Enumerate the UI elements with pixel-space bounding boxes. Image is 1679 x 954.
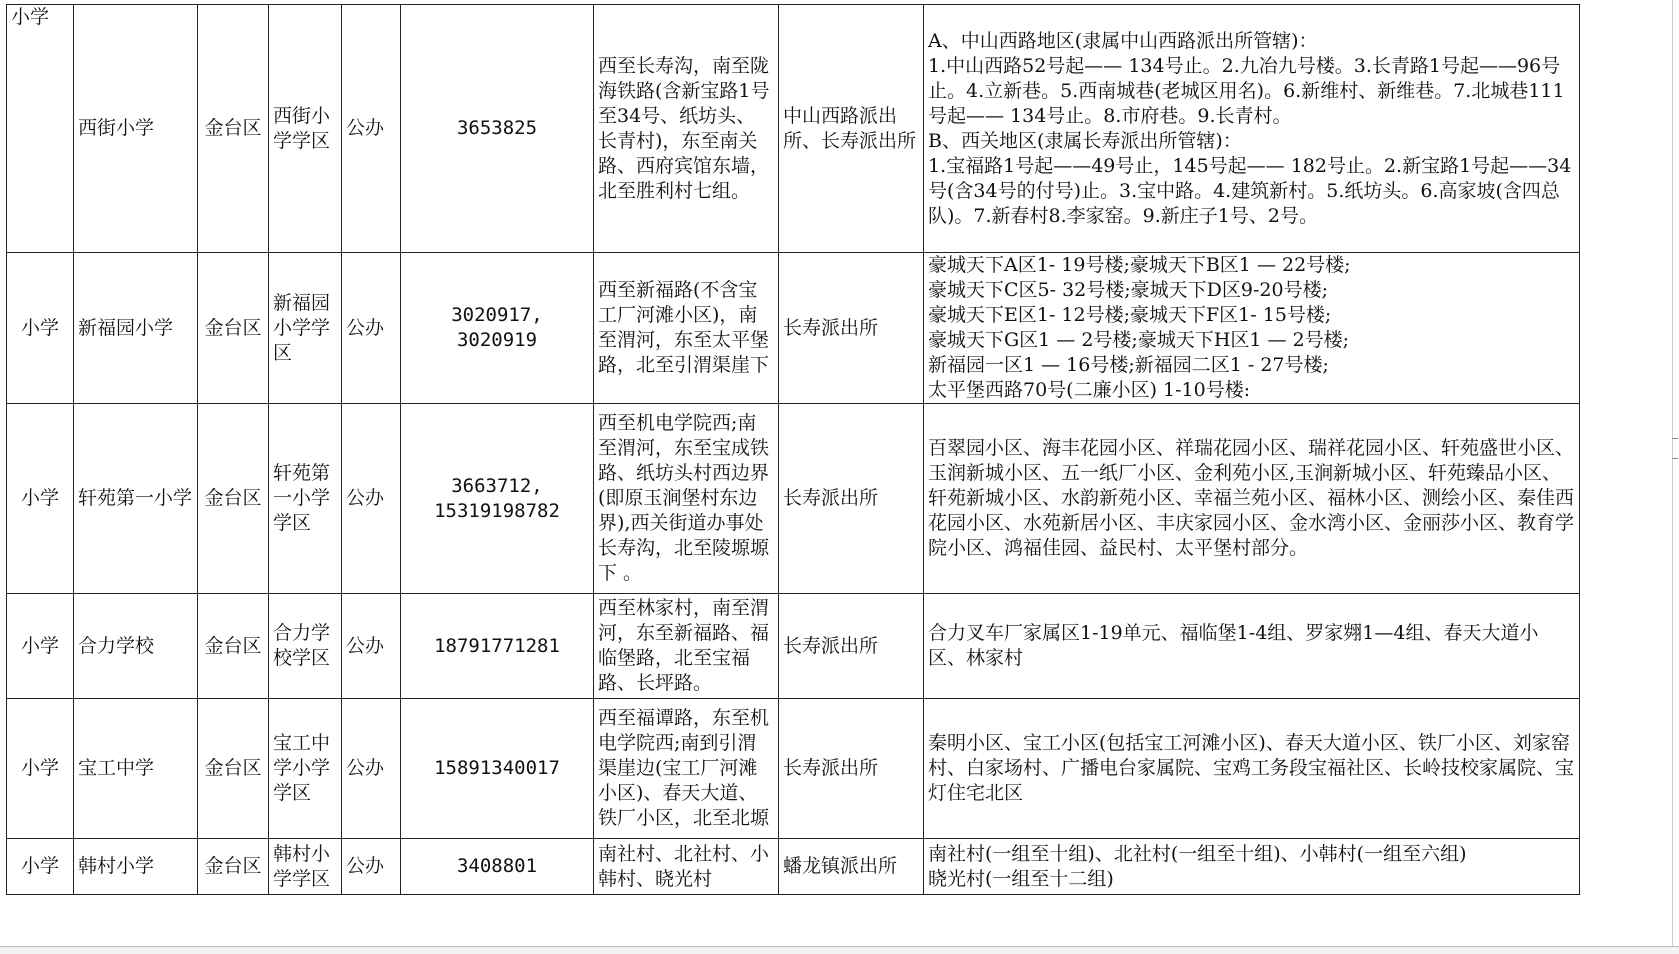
district-cell: 金台区 <box>198 594 269 699</box>
level-cell: 小学 <box>7 253 74 404</box>
level-cell: 小学 <box>7 5 74 253</box>
type-cell: 公办 <box>342 404 401 594</box>
edge-tick-mark <box>1672 438 1678 439</box>
phone-cell: 3020917, 3020919 <box>401 253 594 404</box>
service-area-cell: 百翠园小区、海丰花园小区、祥瑞花园小区、瑞祥花园小区、轩苑盛世小区、玉润新城小区、五一纸厂小区、金利苑小区,玉涧新城小区、轩苑臻品小区、轩苑新城小区、水韵新苑小区、幸福兰苑小区、福林小区、测绘小区、秦佳西花园小区、水苑新居小区、丰庆家园小区、金水湾小区、金丽莎小区、教育学院小区、鸿福佳园、益民村、太平堡村部分。 <box>924 404 1580 594</box>
zone-cell: 新福园小学学区 <box>269 253 342 404</box>
service-area-cell: 豪城天下A区1- 19号楼;豪城天下B区1 — 22号楼; 豪城天下C区5- 32号楼;豪城天下D区9-20号楼; 豪城天下E区1- 12号楼;豪城天下F区1- 15号楼; 豪城天下G区1 — 2号楼;豪城天下H区1 — 2号楼; 新福园一区1 — 16号楼;新福园二区1 - 27号楼; 太平堡西路70号(二廉小区) 1-10号楼: <box>924 253 1580 404</box>
edge-tick-mark <box>1672 458 1678 459</box>
school-name-cell: 宝工中学 <box>74 699 198 839</box>
boundary-cell: 西至机电学院西;南至渭河，东至宝成铁路、纸坊头村西边界(即原玉涧堡村东边界),西关街道办事处长寿沟，北至陵塬塬 下 。 <box>594 404 779 594</box>
type-cell: 公办 <box>342 5 401 253</box>
service-area-cell: 南社村(一组至十组)、北社村(一组至十组)、小韩村(一组至六组) 晓光村(一组至十二组) <box>924 839 1580 895</box>
boundary-cell: 西至长寿沟，南至陇海铁路(含新宝路1号至34号、纸坊头、长青村)，东至南关路、西府宾馆东墙，北至胜利村七组。 <box>594 5 779 253</box>
table-row <box>7 699 1580 839</box>
zone-cell: 轩苑第一小学学区 <box>269 404 342 594</box>
school-name-cell: 新福园小学 <box>74 253 198 404</box>
service-area-cell: 秦明小区、宝工小区(包括宝工河滩小区)、春天大道小区、铁厂小区、刘家窑村、白家场村、广播电台家属院、宝鸡工务段宝福社区、长岭技校家属院、宝灯住宅北区 <box>924 699 1580 839</box>
school-name-cell: 合力学校 <box>74 594 198 699</box>
level-cell: 小学 <box>7 699 74 839</box>
zone-cell: 宝工中学小学学区 <box>269 699 342 839</box>
phone-cell: 3653825 <box>401 5 594 253</box>
zone-cell: 西街小学学区 <box>269 5 342 253</box>
boundary-cell: 西至福谭路，东至机电学院西;南到引渭渠崖边(宝工厂河滩小区)、春天大道、铁厂小区，北至北塬 <box>594 699 779 839</box>
level-cell: 小学 <box>7 404 74 594</box>
police-station-cell: 蟠龙镇派出所 <box>779 839 924 895</box>
phone-cell: 3663712, 15319198782 <box>401 404 594 594</box>
phone-cell: 15891340017 <box>401 699 594 839</box>
district-cell: 金台区 <box>198 699 269 839</box>
table-row <box>7 253 1580 404</box>
police-station-cell: 长寿派出所 <box>779 253 924 404</box>
boundary-cell: 南社村、北社村、小韩村、晓光村 <box>594 839 779 895</box>
type-cell: 公办 <box>342 839 401 895</box>
police-station-cell: 长寿派出所 <box>779 404 924 594</box>
type-cell: 公办 <box>342 594 401 699</box>
police-station-cell: 中山西路派出所、长寿派出所 <box>779 5 924 253</box>
district-cell: 金台区 <box>198 253 269 404</box>
boundary-cell: 西至新福路(不含宝工厂河滩小区)，南至渭河，东至太平堡路，北至引渭渠崖下 <box>594 253 779 404</box>
type-cell: 公办 <box>342 699 401 839</box>
zone-cell: 合力学校学区 <box>269 594 342 699</box>
table-row <box>7 594 1580 699</box>
type-cell: 公办 <box>342 253 401 404</box>
table-row <box>7 839 1580 895</box>
school-district-table <box>6 4 1580 895</box>
service-area-cell: A、中山西路地区(隶属中山西路派出所管辖)： 1.中山西路52号起—— 134号止。2.九冶九号楼。3.长青路1号起——96号止。4.立新巷。5.西南城巷(老城区用名)。6.新维村、新维巷。7.北城巷111号起—— 134号止。8.市府巷。9.长青村。 B、西关地区(隶属长寿派出所管辖)： 1.宝福路1号起——49号止，145号起—— 182号止。2.新宝路1号起——34号(含34号的付号)止。3.宝中路。4.建筑新村。5.纸坊头。6.高家坡(含四总队)。7.新春村8.李家窑。9.新庄子1号、2号。 <box>924 5 1580 253</box>
table-row <box>7 404 1580 594</box>
table-row <box>7 5 1580 253</box>
level-cell: 小学 <box>7 594 74 699</box>
phone-cell: 18791771281 <box>401 594 594 699</box>
school-name-cell: 西街小学 <box>74 5 198 253</box>
boundary-cell: 西至林家村，南至渭河，东至新福路、福临堡路，北至宝福路、长坪路。 <box>594 594 779 699</box>
police-station-cell: 长寿派出所 <box>779 699 924 839</box>
level-cell: 小学 <box>7 839 74 895</box>
school-name-cell: 轩苑第一小学 <box>74 404 198 594</box>
district-cell: 金台区 <box>198 5 269 253</box>
phone-cell: 3408801 <box>401 839 594 895</box>
service-area-cell: 合力叉车厂家属区1-19单元、福临堡1-4组、罗家翙1—4组、春天大道小区、林家村 <box>924 594 1580 699</box>
district-cell: 金台区 <box>198 839 269 895</box>
school-name-cell: 韩村小学 <box>74 839 198 895</box>
police-station-cell: 长寿派出所 <box>779 594 924 699</box>
district-cell: 金台区 <box>198 404 269 594</box>
sheet-right-edge <box>1672 0 1679 953</box>
zone-cell: 韩村小学学区 <box>269 839 342 895</box>
